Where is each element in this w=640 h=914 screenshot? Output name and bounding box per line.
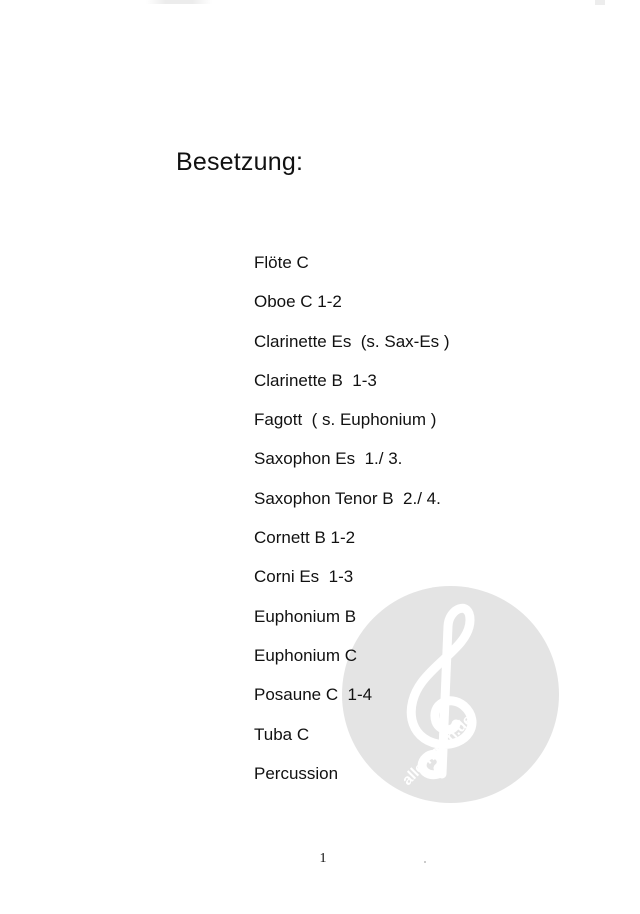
instrument-item: Oboe C 1-2 <box>254 292 342 312</box>
instrument-item: Saxophon Tenor B 2./ 4. <box>254 488 441 508</box>
instrument-item: Cornett B 1-2 <box>254 528 356 548</box>
instrument-item: Tuba C <box>254 724 310 744</box>
page-title: Besetzung: <box>176 148 304 176</box>
instrument-item: Percussion <box>254 763 339 783</box>
page-number: 1 <box>319 851 327 866</box>
instrument-item: Posaune C 1-4 <box>254 685 373 705</box>
instrument-item: Flöte C <box>254 253 309 272</box>
instrument-item: Fagott ( s. Euphonium ) <box>254 410 437 430</box>
watermark-text: alle-noten.de <box>398 711 477 789</box>
scan-artifact <box>424 861 426 863</box>
scan-artifact <box>595 0 605 5</box>
instrument-item: Clarinette Es (s. Sax-Es ) <box>254 331 450 351</box>
instrument-list <box>254 252 450 802</box>
instrument-item: Euphonium B <box>254 606 357 626</box>
instrument-item: Euphonium C <box>254 645 358 665</box>
scan-artifact <box>146 0 212 4</box>
instrument-item: Clarinette B 1-3 <box>254 370 377 390</box>
instrument-item: Saxophon Es 1./ 3. <box>254 449 403 469</box>
instrument-item: Corni Es 1-3 <box>254 567 354 587</box>
